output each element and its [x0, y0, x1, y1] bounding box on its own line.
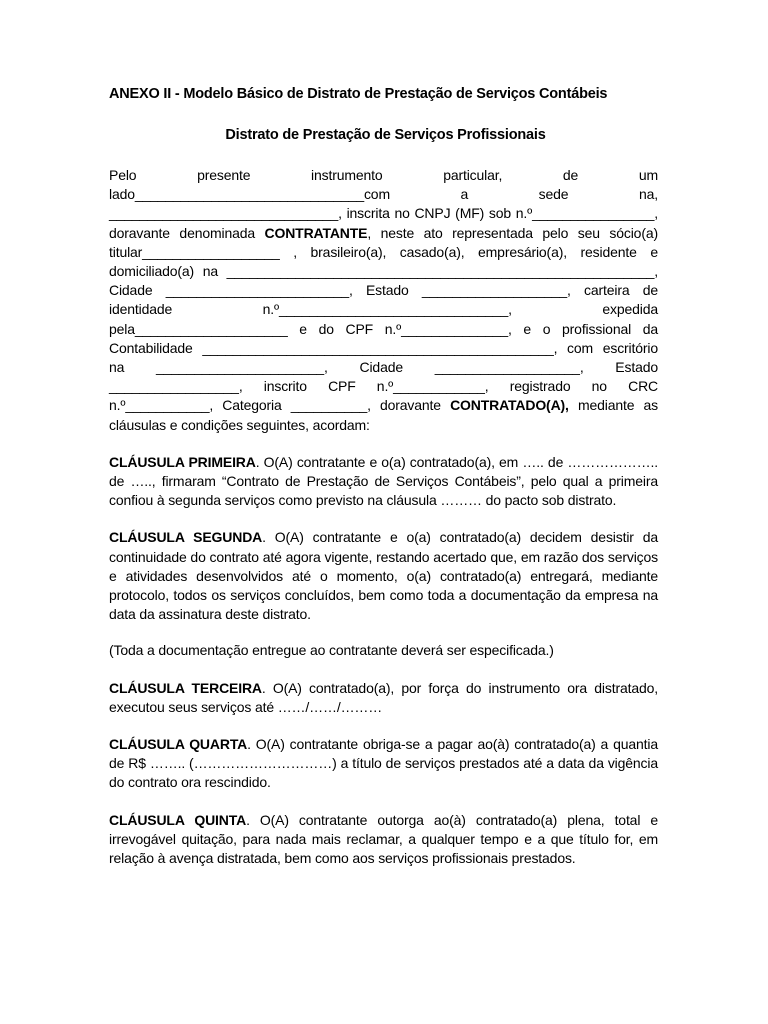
clause-segunda-head: CLÁUSULA SEGUNDA	[109, 529, 263, 546]
documentation-note-text: (Toda a documentação entregue ao contratante deverá ser especificada.)	[109, 642, 554, 659]
clause-quinta-text: . O(A) contratante outorga ao(à) contratado(a) plena, total e irrevogável quitação, para nada mais reclamar, a qualquer tempo e a que título for, em relação à avença distratada, bem como aos serviços profissionais prestados.	[109, 811, 658, 867]
clause-primeira-head: CLÁUSULA PRIMEIRA	[109, 453, 256, 470]
clause-quarta-head: CLÁUSULA QUARTA	[109, 736, 248, 753]
clause-segunda-text: . O(A) contratante e o(a) contratado(a) decidem desistir da continuidade do contrato até agora vigente, restando acertado que, em razão dos serviços e atividades desenvolvidos até o momento, o(a) contratado(a) entregará, mediante protocolo, todos os serviços concluídos, bem como toda a documentação da empresa na data da assinatura deste distrato.	[109, 529, 658, 623]
clause-quinta	[109, 811, 658, 869]
clause-primeira-text: . O(A) contratante e o(a) contratado(a), em ….. de ……………….. de ….., firmaram “Contrato de Prestação de Serviços Contábeis”, pelo qual a primeira confiou à segunda serviços como previsto na cláusula ……… do pacto sob distrato.	[109, 453, 658, 509]
document-subtitle: Distrato de Prestação de Serviços Profissionais	[225, 127, 546, 143]
clause-terceira	[109, 679, 658, 717]
documentation-note	[109, 641, 658, 660]
clause-terceira-head: CLÁUSULA TERCEIRA	[109, 679, 262, 696]
contratante-label: CONTRATANTE	[264, 224, 368, 241]
clause-primeira	[109, 453, 658, 511]
clause-quarta	[109, 735, 658, 793]
clause-terceira-text: . O(A) contratado(a), por força do instrumento ora distratado, executou seus serviços até ……/……/………	[109, 679, 658, 715]
intro-text-1: Pelo presente instrumento particular, de um lado______________________________com a sede na, ______________________________, inscrita no CNPJ (MF) sob n.º________________, doravante denominada	[109, 167, 658, 241]
clause-quinta-head: CLÁUSULA QUINTA	[109, 811, 247, 828]
contratado-label: CONTRATADO(A),	[450, 397, 569, 414]
document-title: ANEXO II - Modelo Básico de Distrato de Prestação de Serviços Contábeis	[109, 86, 608, 102]
clause-segunda	[109, 528, 658, 624]
intro-text-3: mediante as cláusulas e condições seguintes, acordam:	[109, 397, 658, 433]
intro-paragraph	[109, 166, 658, 435]
clause-quarta-text: . O(A) contratante obriga-se a pagar ao(à) contratado(a) a quantia de R$ …….. (…………………………) a título de serviços prestados até a data da vigência do contrato ora rescindido.	[109, 736, 658, 791]
intro-text-2: , neste ato representada pelo seu sócio(a) titular__________________ , brasileiro(a), casado(a), empresário(a), residente e domiciliado(a) na ________________________________________________________, Cidade ________________________, Estado ___________________, carteira de identidade n.º______________________________, expedida pela____________________ e do CPF n.º______________, e o profissional da Contabilidade ______________________________________________, com escritório na ______________________, Cidade ___________________, Estado _________________, inscrito CPF n.º____________, registrado no CRC n.º___________, Categoria __________, doravante	[109, 224, 658, 414]
